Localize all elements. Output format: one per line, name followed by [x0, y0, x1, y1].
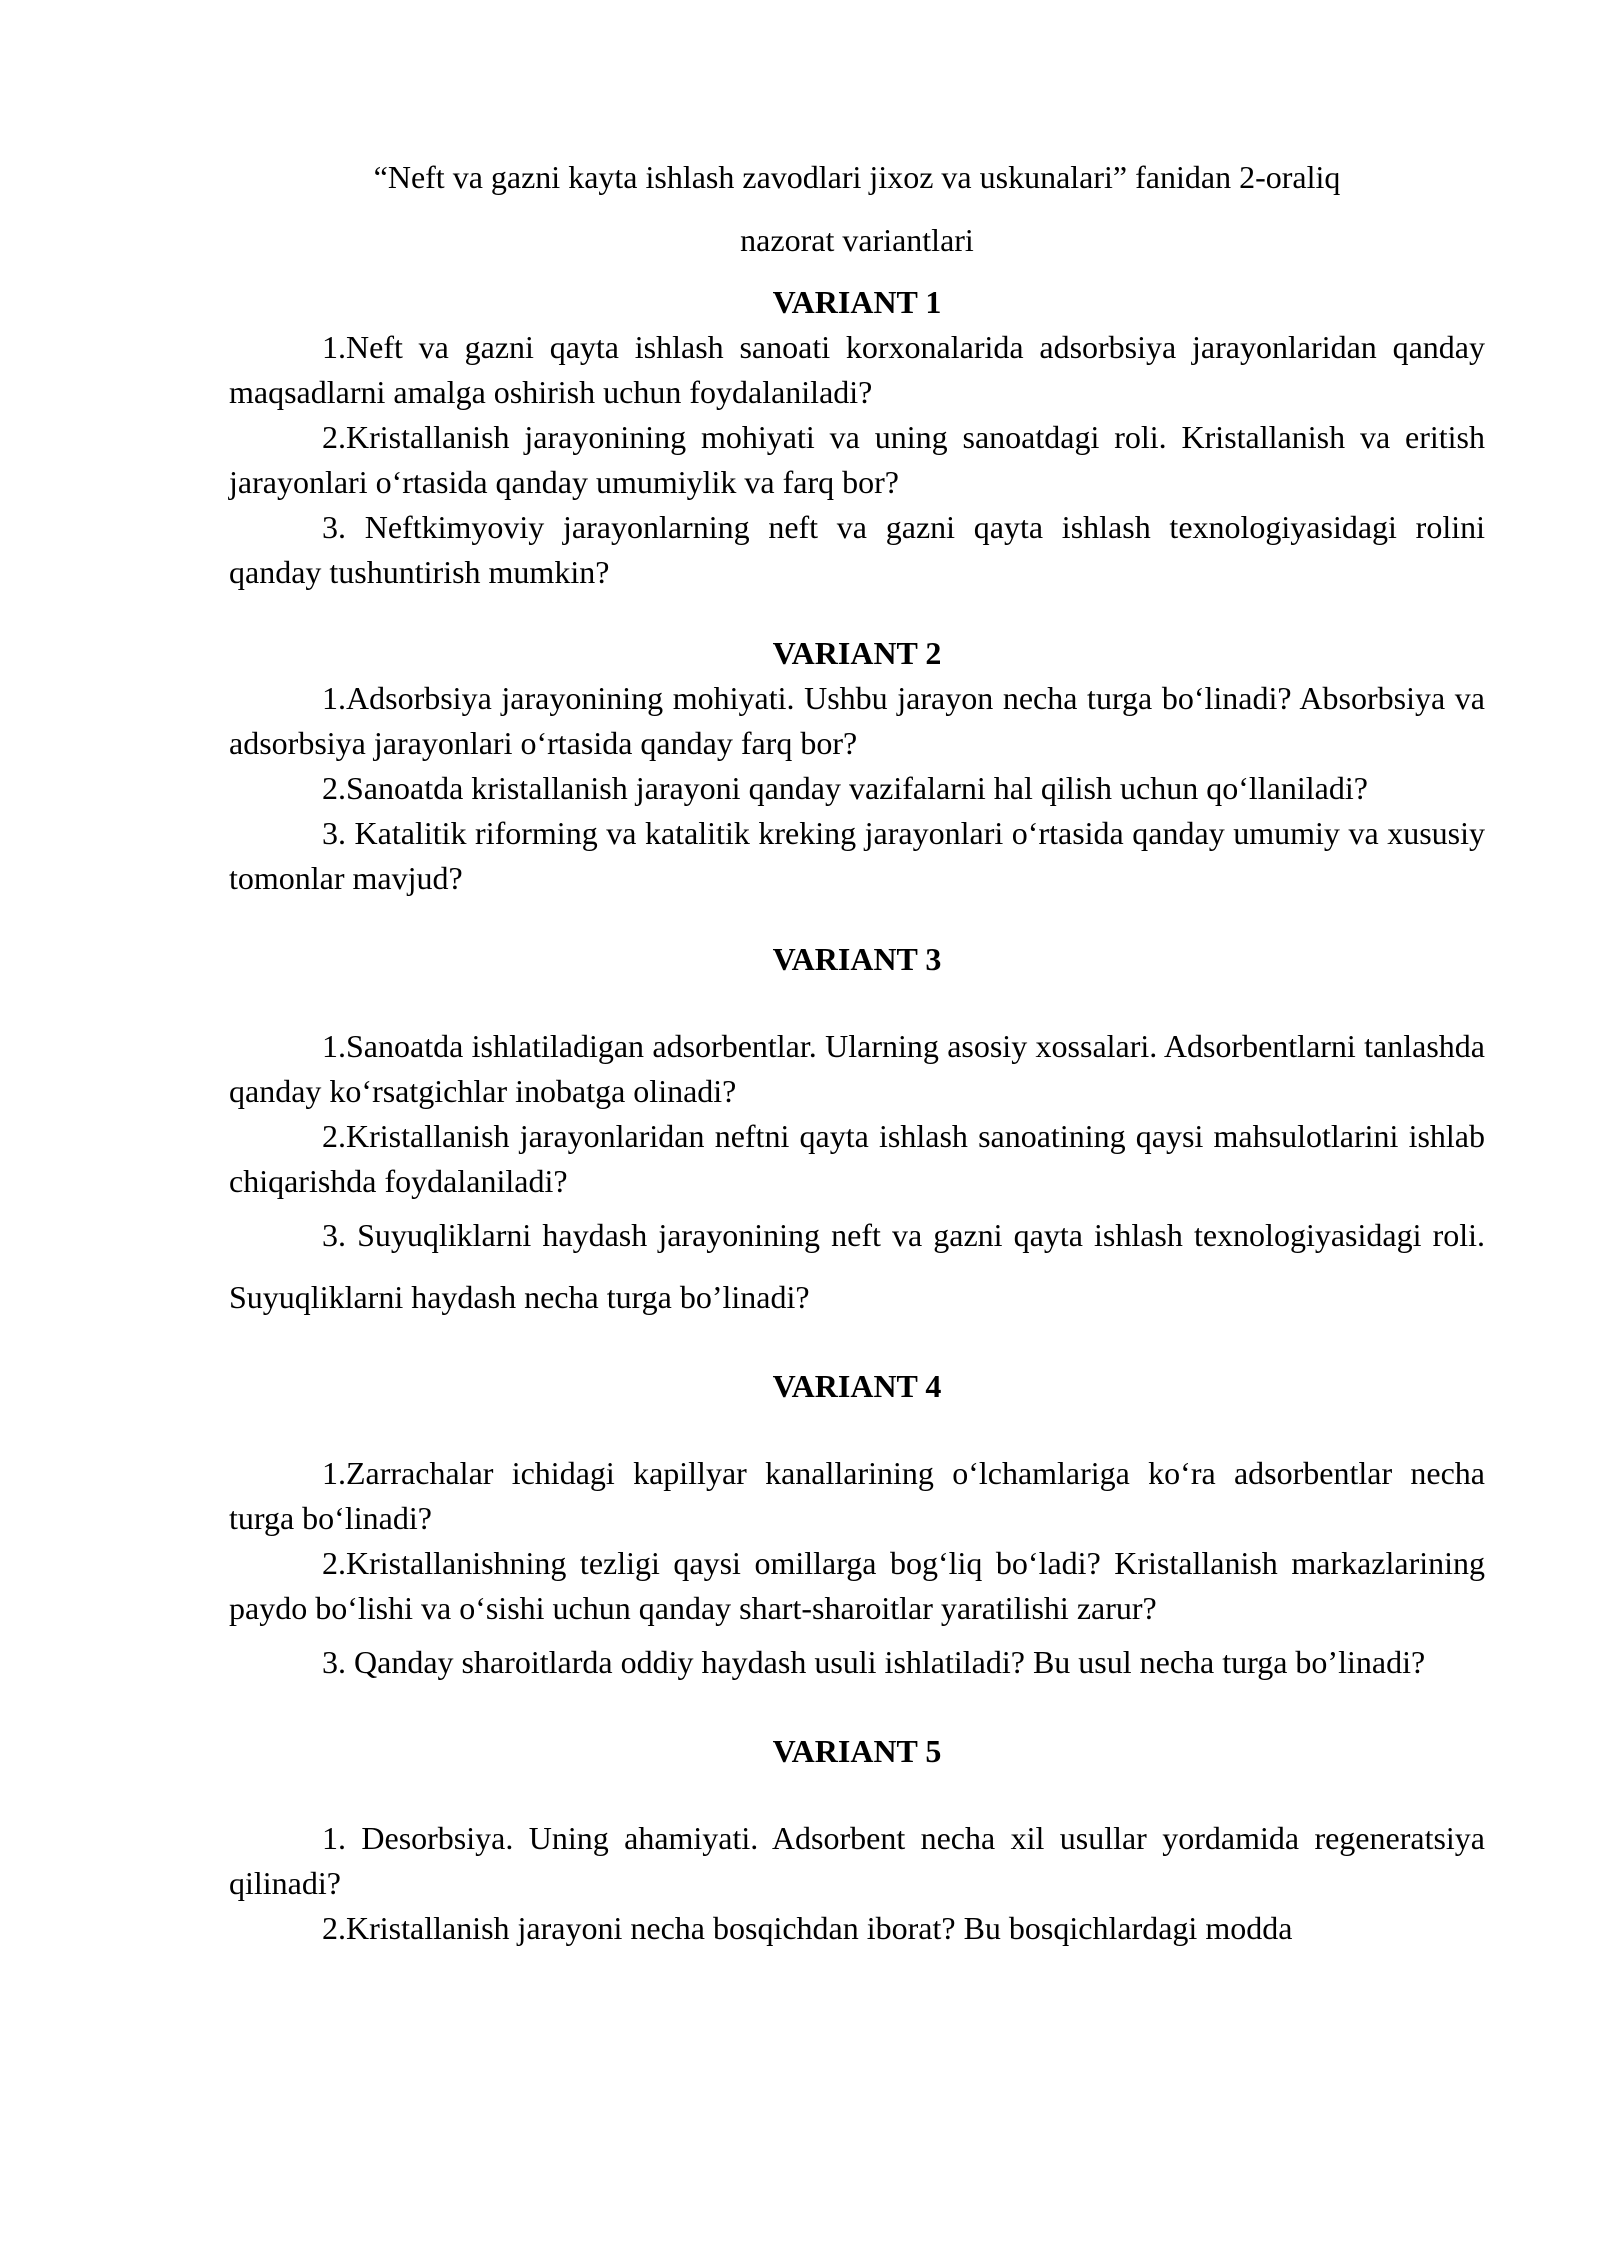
variant-heading: VARIANT 3 [772, 941, 942, 977]
title-line-1: “Neft va gazni kayta ishlash zavodlari jixoz va uskunalari” fanidan 2-oraliq [373, 159, 1341, 195]
question-paragraph: 1.Sanoatda ishlatiladigan adsorbentlar. Ularning asosiy xossalari. Adsorbentlarni tanlashda qanday koʻrsatgichlar inobatga olinadi? [229, 1028, 1485, 1109]
question-paragraph: 3. Katalitik riforming va katalitik kreking jarayonlari oʻrtasida qanday umumiy va xususiy tomonlar mavjud? [229, 815, 1485, 896]
question-paragraph: 1.Neft va gazni qayta ishlash sanoati korxonalarida adsorbsiya jarayonlaridan qanday maqsadlarni amalga oshirish uchun foydalaniladi? [229, 329, 1485, 410]
question-paragraph: 2.Kristallanish jarayoni necha bosqichdan iborat? Bu bosqichlardagi modda [322, 1910, 1293, 1946]
variant-section [229, 937, 1485, 1328]
question-paragraph: 2.Sanoatda kristallanish jarayoni qanday vazifalarni hal qilish uchun qoʻllaniladi? [322, 770, 1368, 806]
variant-heading: VARIANT 4 [772, 1368, 942, 1404]
variant-section [229, 1364, 1485, 1693]
question-paragraph: 3. Qanday sharoitlarda oddiy haydash usuli ishlatiladi? Bu usul necha turga bo’linadi? [322, 1644, 1426, 1680]
blank-line [229, 1409, 1485, 1451]
blank-line [229, 1774, 1485, 1816]
question-paragraph: 1.Adsorbsiya jarayonining mohiyati. Ushbu jarayon necha turga boʻlinadi? Absorbsiya va adsorbsiya jarayonlari oʻrtasida qanday farq bor? [229, 680, 1485, 761]
title-line-2: nazorat variantlari [740, 222, 974, 258]
question-paragraph: 3. Suyuqliklarni haydash jarayonining neft va gazni qayta ishlash texnologiyasidagi roli. Suyuqliklarni haydash necha turga bo’linadi? [229, 1217, 1485, 1315]
blank-line [229, 982, 1485, 1024]
variant-heading: VARIANT 5 [772, 1733, 942, 1769]
question-paragraph: 3. Neftkimyoviy jarayonlarning neft va gazni qayta ishlash texnologiyasidagi rolini qanday tushuntirish mumkin? [229, 509, 1485, 590]
variant-heading: VARIANT 2 [772, 635, 942, 671]
question-paragraph: 2.Kristallanish jarayonlaridan neftni qayta ishlash sanoatining qaysi mahsulotlarini ishlab chiqarishda foydalaniladi? [229, 1118, 1485, 1199]
variant-heading: VARIANT 1 [772, 284, 942, 320]
document-title [229, 146, 1485, 272]
variant-section [229, 1729, 1485, 1951]
question-paragraph: 1.Zarrachalar ichidagi kapillyar kanallarining oʻlchamlariga koʻra adsorbentlar necha turga boʻlinadi? [229, 1455, 1485, 1536]
variant-section [229, 280, 1485, 595]
variant-section [229, 631, 1485, 901]
question-paragraph: 1. Desorbsiya. Uning ahamiyati. Adsorbent necha xil usullar yordamida regeneratsiya qilinadi? [229, 1820, 1485, 1901]
question-paragraph: 2.Kristallanish jarayonining mohiyati va uning sanoatdagi roli. Kristallanish va eritish jarayonlari oʻrtasida qanday umumiylik va farq bor? [229, 419, 1485, 500]
variants-container [229, 280, 1485, 1951]
question-paragraph: 2.Kristallanishning tezligi qaysi omillarga bogʻliq boʻladi? Kristallanish markazlarining paydo boʻlishi va oʻsishi uchun qanday shart-sharoitlar yaratilishi zarur? [229, 1545, 1485, 1626]
